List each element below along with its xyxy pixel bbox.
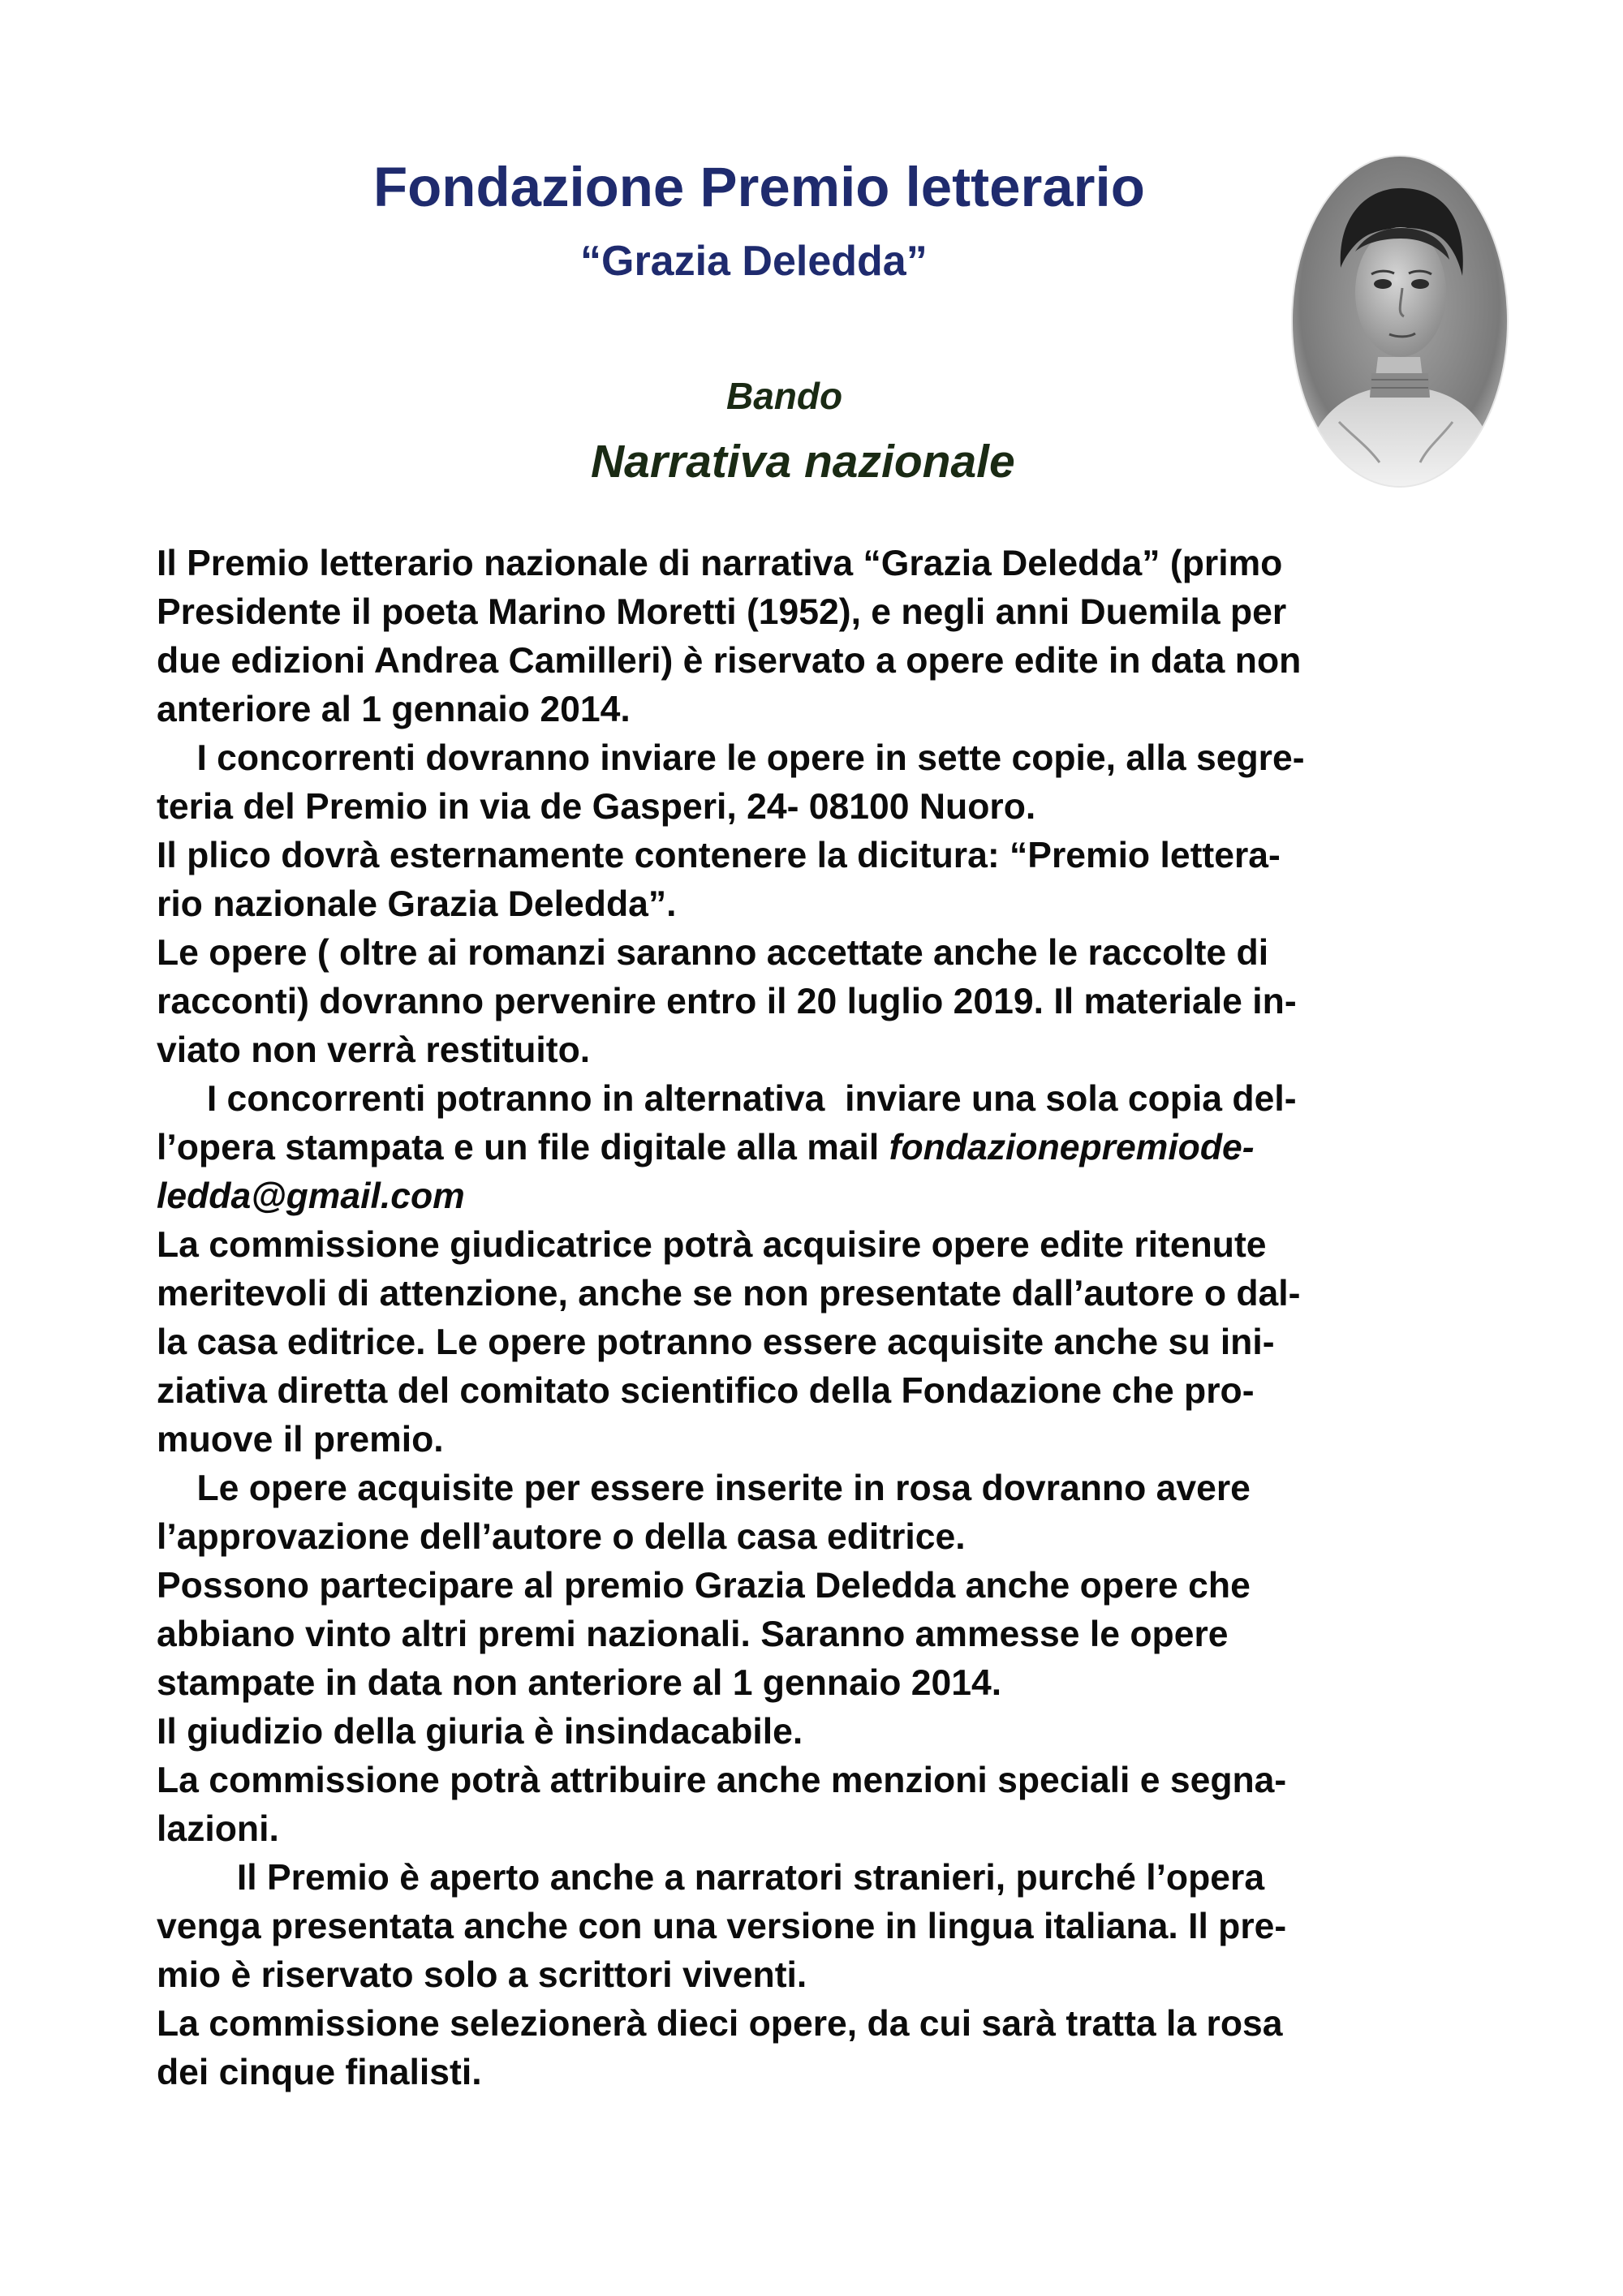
- text-line: I concorrenti potranno in alternativa inviare una sola copia del-: [157, 1079, 1297, 1119]
- text-line: Il Premio letterario nazionale di narrativa “Grazia Deledda” (primo: [157, 544, 1283, 583]
- portrait-photo: [1290, 154, 1509, 488]
- text-line: La commissione giudicatrice potrà acquisire opere edite ritenute: [157, 1225, 1267, 1265]
- text-line: dei cinque finalisti.: [157, 2053, 482, 2092]
- text-line: abbiano vinto altri premi nazionali. Saranno ammesse le opere: [157, 1615, 1229, 1654]
- regulations-text: [157, 540, 1487, 2097]
- text-line: Le opere acquisite per essere inserite in rosa dovranno avere: [157, 1468, 1251, 1508]
- text-line: teria del Premio in via de Gasperi, 24- 08100 Nuoro.: [157, 787, 1036, 827]
- text-line: racconti) dovranno pervenire entro il 20 luglio 2019. Il materiale in-: [157, 982, 1297, 1021]
- text-line: Le opere ( oltre ai romanzi saranno accettate anche le raccolte di: [157, 933, 1269, 973]
- text-line: Il Premio è aperto anche a narratori stranieri, purché l’opera: [157, 1858, 1265, 1898]
- text-line: La commissione potrà attribuire anche menzioni speciali e segna-: [157, 1761, 1287, 1800]
- text-line: Il plico dovrà esternamente contenere la dicitura: “Premio lettera-: [157, 836, 1281, 875]
- text-line: due edizioni Andrea Camilleri) è riservato a opere edite in data non: [157, 641, 1302, 681]
- email-address-end: ledda@gmail.com: [157, 1176, 465, 1216]
- text-line: muove il premio.: [157, 1420, 444, 1460]
- text-line: la casa editrice. Le opere potranno essere acquisite anche su ini-: [157, 1322, 1275, 1362]
- text-line-with-email: [157, 1124, 1487, 1172]
- text-line: rio nazionale Grazia Deledda”.: [157, 884, 677, 924]
- text-line: mio è riservato solo a scrittori viventi.: [157, 1955, 807, 1995]
- text-line: viato non verrà restituito.: [157, 1030, 591, 1070]
- text-line-start: l’opera stampata e un file digitale alla mail: [157, 1128, 889, 1167]
- text-line: ziativa diretta del comitato scientifico della Fondazione che pro-: [157, 1371, 1255, 1411]
- email-address-part: fondazionepremiode-: [889, 1128, 1255, 1167]
- text-line: stampate in data non anteriore al 1 gennaio 2014.: [157, 1663, 1002, 1703]
- text-line: Presidente il poeta Marino Moretti (1952), e negli anni Duemila per: [157, 592, 1287, 632]
- text-line: l’approvazione dell’autore o della casa editrice.: [157, 1517, 966, 1557]
- text-line: venga presentata anche con una versione in lingua italiana. Il pre-: [157, 1907, 1287, 1946]
- text-line: I concorrenti dovranno inviare le opere in sette copie, alla segre-: [157, 738, 1305, 778]
- text-line: Il giudizio della giuria è insindacabile.: [157, 1712, 803, 1752]
- category-heading: Narrativa nazionale: [591, 436, 1015, 488]
- text-line: Possono partecipare al premio Grazia Deledda anche opere che: [157, 1566, 1251, 1606]
- bando-label: Bando: [726, 375, 843, 417]
- text-line: La commissione selezionerà dieci opere, da cui sarà tratta la rosa: [157, 2004, 1283, 2044]
- foundation-title: Fondazione Premio letterario: [373, 156, 1145, 218]
- prize-name: “Grazia Deledda”: [580, 238, 928, 285]
- text-line: anteriore al 1 gennaio 2014.: [157, 690, 631, 729]
- text-line: meritevoli di attenzione, anche se non presentate dall’autore o dal-: [157, 1274, 1301, 1314]
- text-line: lazioni.: [157, 1809, 279, 1849]
